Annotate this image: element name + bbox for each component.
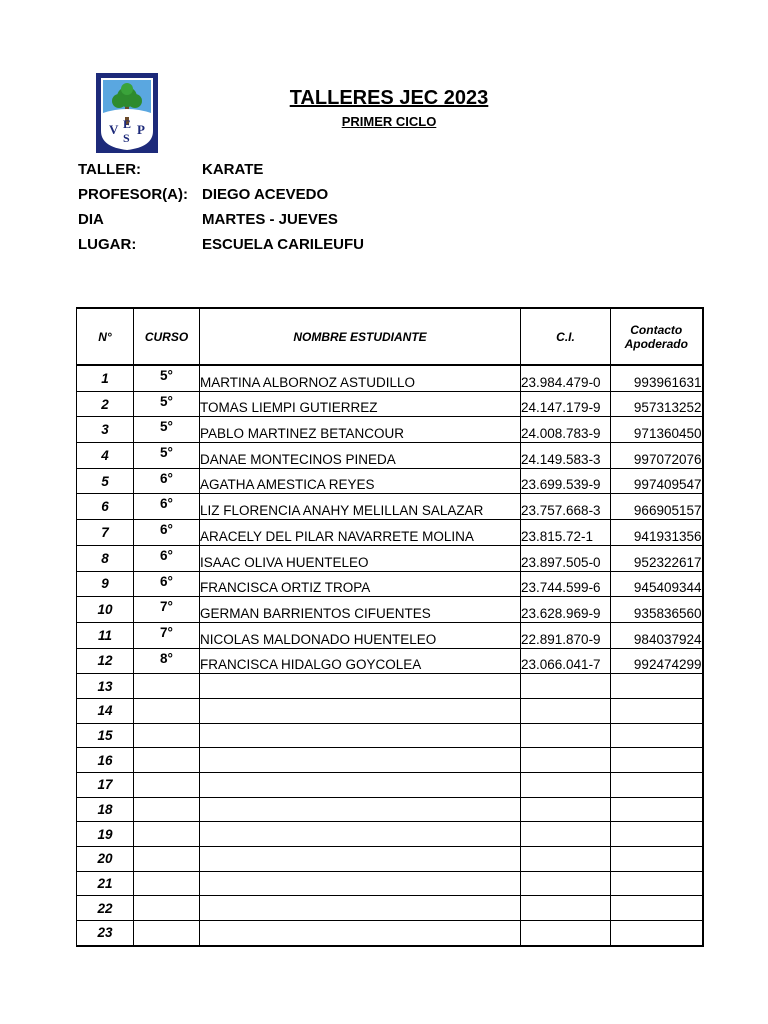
- table-row: [77, 921, 703, 946]
- row-ci: [521, 698, 611, 723]
- row-contacto: [611, 921, 703, 946]
- row-curso: [134, 748, 200, 773]
- row-curso: 6°: [134, 545, 200, 571]
- row-num: 16: [77, 748, 134, 773]
- row-nombre: [200, 871, 521, 896]
- header-contacto-line2: Apoderado: [624, 336, 688, 351]
- info-value: ESCUELA CARILEUFU: [202, 236, 364, 253]
- table-row: [77, 391, 703, 417]
- row-num: 13: [77, 674, 134, 699]
- row-curso: [134, 773, 200, 798]
- table-row: [77, 468, 703, 494]
- info-label: TALLER:: [78, 161, 142, 178]
- row-num: 9: [77, 571, 134, 597]
- row-num: 19: [77, 822, 134, 847]
- row-contacto: [611, 797, 703, 822]
- table-row: [77, 648, 703, 674]
- row-nombre: ARACELY DEL PILAR NAVARRETE MOLINA: [200, 520, 521, 546]
- row-ci: 23.066.041-7: [521, 648, 611, 674]
- row-contacto: 945409344: [611, 571, 703, 597]
- table-row: [77, 896, 703, 921]
- row-ci: [521, 921, 611, 946]
- logo-letter: P: [137, 122, 145, 137]
- row-curso: 7°: [134, 622, 200, 648]
- row-num: 18: [77, 797, 134, 822]
- row-contacto: 997409547: [611, 468, 703, 494]
- table-header-row: [77, 308, 703, 365]
- row-curso: [134, 896, 200, 921]
- row-nombre: [200, 797, 521, 822]
- row-nombre: FRANCISCA HIDALGO GOYCOLEA: [200, 648, 521, 674]
- row-contacto: [611, 822, 703, 847]
- row-curso: [134, 674, 200, 699]
- row-contacto: 966905157: [611, 494, 703, 520]
- info-label: PROFESOR(A):: [78, 186, 188, 203]
- row-num: 5: [77, 468, 134, 494]
- row-curso: [134, 822, 200, 847]
- info-value: MARTES - JUEVES: [202, 211, 338, 228]
- row-num: 12: [77, 648, 134, 674]
- table-row: [77, 698, 703, 723]
- table-row: [77, 822, 703, 847]
- table-row: [77, 597, 703, 623]
- row-nombre: DANAE MONTECINOS PINEDA: [200, 443, 521, 469]
- row-ci: 24.008.783-9: [521, 417, 611, 443]
- row-contacto: [611, 748, 703, 773]
- header-ci: C.I.: [521, 308, 611, 365]
- table-row: [77, 571, 703, 597]
- row-num: 7: [77, 520, 134, 546]
- row-num: 4: [77, 443, 134, 469]
- row-nombre: GERMAN BARRIENTOS CIFUENTES: [200, 597, 521, 623]
- table-row: [77, 674, 703, 699]
- row-contacto: [611, 847, 703, 872]
- row-curso: 5°: [134, 417, 200, 443]
- row-ci: [521, 871, 611, 896]
- row-ci: [521, 723, 611, 748]
- row-contacto: 984037924: [611, 622, 703, 648]
- row-num: 2: [77, 391, 134, 417]
- row-ci: 24.147.179-9: [521, 391, 611, 417]
- row-ci: 23.984.479-0: [521, 365, 611, 391]
- row-num: 8: [77, 545, 134, 571]
- row-nombre: [200, 896, 521, 921]
- row-ci: 23.744.599-6: [521, 571, 611, 597]
- row-curso: 5°: [134, 391, 200, 417]
- row-curso: [134, 921, 200, 946]
- row-ci: [521, 674, 611, 699]
- row-num: 17: [77, 773, 134, 798]
- row-nombre: AGATHA AMESTICA REYES: [200, 468, 521, 494]
- logo-letter: V: [109, 122, 119, 137]
- row-nombre: FRANCISCA ORTIZ TROPA: [200, 571, 521, 597]
- row-contacto: [611, 773, 703, 798]
- row-contacto: [611, 674, 703, 699]
- row-ci: 23.757.668-3: [521, 494, 611, 520]
- row-curso: 6°: [134, 494, 200, 520]
- row-curso: [134, 847, 200, 872]
- header-contacto: [611, 308, 703, 365]
- header-curso: CURSO: [134, 308, 200, 365]
- row-ci: [521, 847, 611, 872]
- row-nombre: [200, 822, 521, 847]
- info-label: LUGAR:: [78, 236, 137, 253]
- row-num: 11: [77, 622, 134, 648]
- row-num: 20: [77, 847, 134, 872]
- row-ci: [521, 797, 611, 822]
- row-curso: 5°: [134, 443, 200, 469]
- row-nombre: [200, 723, 521, 748]
- table-row: [77, 797, 703, 822]
- table-row: [77, 365, 703, 391]
- row-ci: [521, 748, 611, 773]
- row-ci: 23.897.505-0: [521, 545, 611, 571]
- row-contacto: [611, 723, 703, 748]
- info-value: KARATE: [202, 161, 264, 178]
- row-num: 1: [77, 365, 134, 391]
- row-ci: [521, 773, 611, 798]
- row-curso: [134, 797, 200, 822]
- row-ci: 24.149.583-3: [521, 443, 611, 469]
- row-curso: 7°: [134, 597, 200, 623]
- row-curso: 8°: [134, 648, 200, 674]
- table-row: [77, 748, 703, 773]
- school-logo: [96, 73, 158, 153]
- row-contacto: 952322617: [611, 545, 703, 571]
- row-nombre: [200, 921, 521, 946]
- info-label: DIA: [78, 211, 104, 228]
- table-row: [77, 723, 703, 748]
- row-num: 23: [77, 921, 134, 946]
- info-value: DIEGO ACEVEDO: [202, 186, 329, 203]
- logo-letter: E: [123, 117, 132, 131]
- row-nombre: [200, 674, 521, 699]
- header-num: N°: [77, 308, 134, 365]
- row-num: 21: [77, 871, 134, 896]
- table-row: [77, 871, 703, 896]
- row-nombre: ISAAC OLIVA HUENTELEO: [200, 545, 521, 571]
- row-curso: [134, 723, 200, 748]
- table-row: [77, 622, 703, 648]
- table-body: [77, 365, 703, 946]
- row-ci: [521, 896, 611, 921]
- table-row: [77, 545, 703, 571]
- table-row: [77, 520, 703, 546]
- row-curso: 5°: [134, 365, 200, 391]
- row-nombre: MARTINA ALBORNOZ ASTUDILLO: [200, 365, 521, 391]
- student-roster-table: [76, 307, 704, 947]
- page-subtitle: PRIMER CICLO: [341, 114, 437, 129]
- logo-letter: S: [123, 131, 130, 145]
- row-contacto: 941931356: [611, 520, 703, 546]
- row-nombre: [200, 698, 521, 723]
- row-contacto: 993961631: [611, 365, 703, 391]
- row-contacto: 971360450: [611, 417, 703, 443]
- row-nombre: LIZ FLORENCIA ANAHY MELILLAN SALAZAR: [200, 494, 521, 520]
- row-num: 6: [77, 494, 134, 520]
- row-contacto: 992474299: [611, 648, 703, 674]
- row-contacto: 957313252: [611, 391, 703, 417]
- row-nombre: NICOLAS MALDONADO HUENTELEO: [200, 622, 521, 648]
- table-row: [77, 494, 703, 520]
- row-contacto: 935836560: [611, 597, 703, 623]
- row-num: 10: [77, 597, 134, 623]
- row-ci: 23.699.539-9: [521, 468, 611, 494]
- row-nombre: [200, 847, 521, 872]
- table-row: [77, 773, 703, 798]
- row-nombre: [200, 773, 521, 798]
- header-nombre: NOMBRE ESTUDIANTE: [200, 308, 521, 365]
- row-num: 22: [77, 896, 134, 921]
- row-contacto: [611, 871, 703, 896]
- row-curso: [134, 871, 200, 896]
- row-nombre: TOMAS LIEMPI GUTIERREZ: [200, 391, 521, 417]
- row-ci: 23.628.969-9: [521, 597, 611, 623]
- header-contacto-line1: Contacto: [630, 322, 683, 337]
- row-ci: 22.891.870-9: [521, 622, 611, 648]
- row-nombre: [200, 748, 521, 773]
- row-nombre: PABLO MARTINEZ BETANCOUR: [200, 417, 521, 443]
- row-curso: 6°: [134, 571, 200, 597]
- table-row: [77, 443, 703, 469]
- row-num: 3: [77, 417, 134, 443]
- row-num: 15: [77, 723, 134, 748]
- row-contacto: 997072076: [611, 443, 703, 469]
- row-contacto: [611, 698, 703, 723]
- row-num: 14: [77, 698, 134, 723]
- table-row: [77, 417, 703, 443]
- table-row: [77, 847, 703, 872]
- row-contacto: [611, 896, 703, 921]
- row-ci: 23.815.72-1: [521, 520, 611, 546]
- row-curso: [134, 698, 200, 723]
- page-title: TALLERES JEC 2023: [289, 87, 489, 109]
- row-curso: 6°: [134, 520, 200, 546]
- row-ci: [521, 822, 611, 847]
- row-curso: 6°: [134, 468, 200, 494]
